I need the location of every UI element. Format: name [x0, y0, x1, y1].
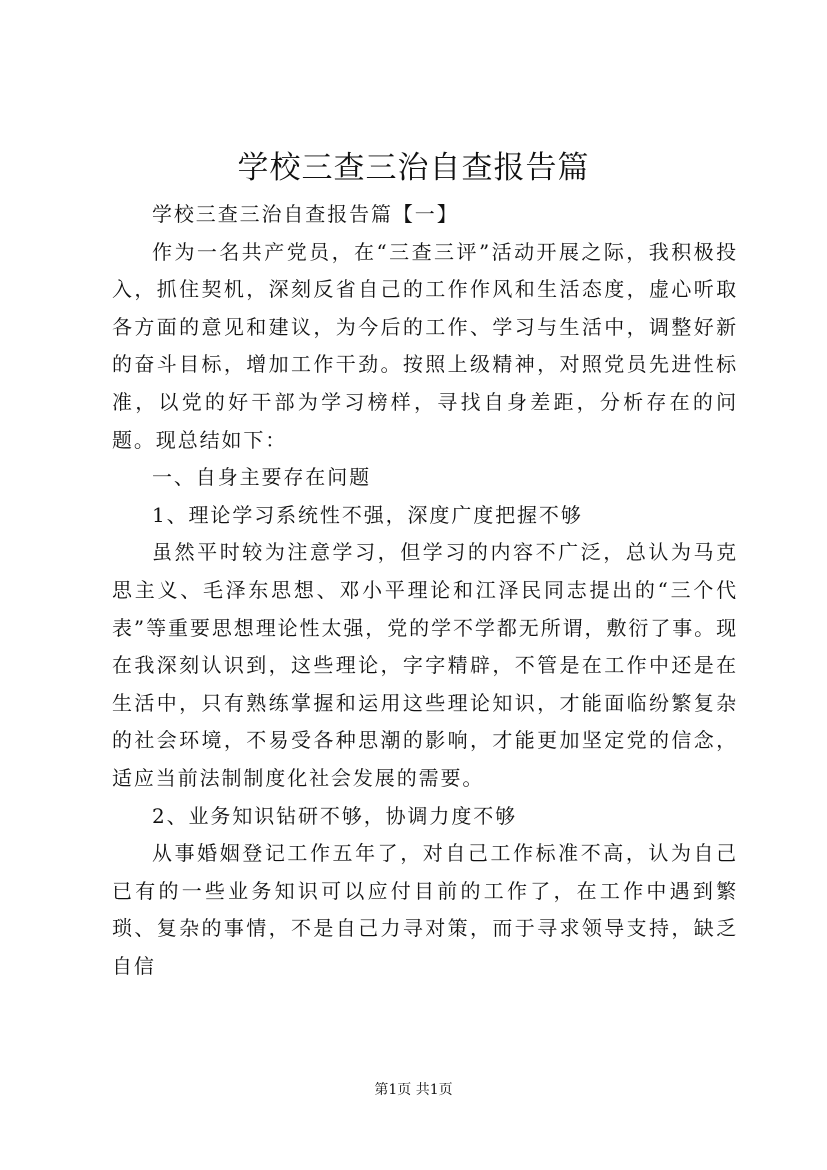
section-heading: 一、自身主要存在问题	[152, 465, 371, 490]
subsection-heading-2: 2、业务知识钻研不够，协调力度不够	[152, 803, 518, 828]
paragraph-subtitle: 学校三查三治自查报告篇【一】	[152, 202, 459, 226]
page-footer: 第1页 共1页	[374, 1082, 453, 1098]
subsection-heading-1: 1、理论学习系统性不强，深度广度把握不够	[152, 502, 583, 527]
paragraph-theory-study: 虽然平时较为注意学习，但学习的内容不广泛，总认为马克思主义、毛泽东思想、邓小平理论和江泽民同志提出的“三个代表”等重要思想理论性太强，党的学不学都无所谓，敷衍了事。现在我深刻认识到，这些理论，字字精辟，不管是在工作中还是在生活中，只有熟练掌握和运用这些理论知识，才能面临纷繁复杂的社会环境，不易受各种思潮的影响，才能更加坚定党的信念，适应当前法制制度化社会发展的需要。	[112, 540, 738, 790]
document-title: 学校三查三治自查报告篇	[237, 150, 590, 186]
paragraph-business-knowledge: 从事婚姻登记工作五年了，对自己工作标准不高，认为自己已有的一些业务知识可以应付目前的工作了，在工作中遇到繁琐、复杂的事情，不是自己力寻对策，而于寻求领导支持，缺乏自信	[112, 841, 738, 978]
document-body	[112, 196, 738, 985]
paragraph-intro: 作为一名共产党员，在“三查三评”活动开展之际，我积极投入，抓住契机，深刻反省自己的工作作风和生活态度，虚心听取各方面的意见和建议，为今后的工作、学习与生活中，调整好新的奋斗目标，增加工作干劲。按照上级精神，对照党员先进性标准，以党的好干部为学习榜样，寻找自身差距，分析存在的问题。现总结如下：	[112, 239, 738, 452]
